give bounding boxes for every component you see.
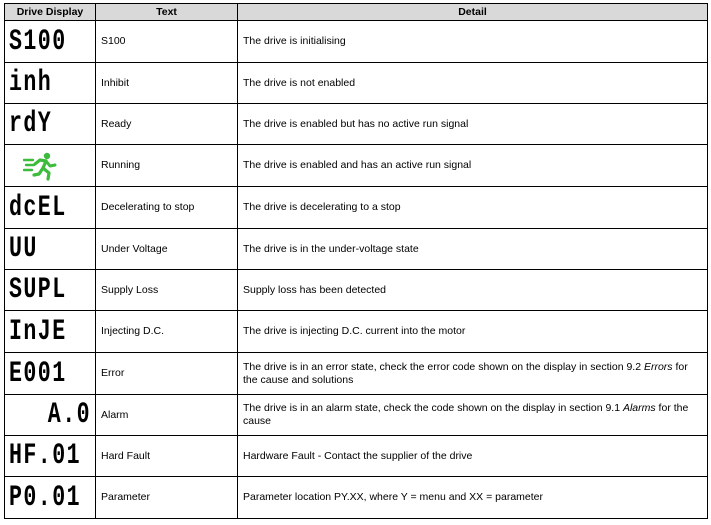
- header-text: Text: [96, 4, 238, 21]
- display-readout: inh: [9, 66, 53, 100]
- text-cell: Alarm: [96, 395, 238, 436]
- text-cell: S100: [96, 21, 238, 63]
- detail-cell: The drive is decelerating to a stop: [238, 187, 708, 229]
- section-reference: Errors: [643, 360, 673, 373]
- table-row: [5, 311, 708, 353]
- text-cell: Decelerating to stop: [96, 187, 238, 229]
- drive-display-cell: [5, 395, 96, 436]
- display-readout: E001: [9, 356, 67, 391]
- detail-cell: The drive is not enabled: [238, 63, 708, 104]
- table-header-row: [5, 4, 708, 21]
- display-readout: SUPL: [9, 273, 67, 307]
- drive-display-cell: [5, 436, 96, 477]
- detail-cell: The drive is initialising: [238, 21, 708, 63]
- running-person-icon: [23, 151, 59, 181]
- text-cell: Parameter: [96, 477, 238, 519]
- display-readout: dcEL: [9, 190, 67, 225]
- display-readout: S100: [9, 24, 67, 59]
- display-readout: rdY: [9, 107, 53, 141]
- table-row: [5, 436, 708, 477]
- drive-display-table: [4, 3, 708, 519]
- drive-display-cell: [5, 270, 96, 311]
- table-row: [5, 104, 708, 145]
- table-row: [5, 145, 708, 187]
- detail-text: The drive is in an alarm state, check the code shown on the display in section 9.1: [243, 402, 623, 414]
- table-row: [5, 229, 708, 270]
- table-row: [5, 353, 708, 395]
- display-readout: A.0: [47, 398, 91, 432]
- detail-cell: The drive is enabled and has an active run signal: [238, 145, 708, 187]
- drive-display-cell: [5, 353, 96, 395]
- table-row: [5, 21, 708, 63]
- text-cell: Supply Loss: [96, 270, 238, 311]
- text-cell: Under Voltage: [96, 229, 238, 270]
- detail-cell: [238, 395, 708, 436]
- text-cell: Injecting D.C.: [96, 311, 238, 353]
- detail-cell: [238, 353, 708, 395]
- section-reference: Alarms: [622, 402, 656, 414]
- drive-display-cell: [5, 21, 96, 63]
- table-row: [5, 270, 708, 311]
- text-cell: Error: [96, 353, 238, 395]
- display-readout: InJE: [9, 314, 67, 349]
- header-detail: Detail: [238, 4, 708, 21]
- detail-text: for the cause and solutions: [243, 360, 688, 386]
- drive-display-cell: [5, 187, 96, 229]
- detail-text: The drive is in an error state, check the error code shown on the display in section 9.2: [243, 360, 644, 373]
- detail-cell: The drive is enabled but has no active run signal: [238, 104, 708, 145]
- table-row: [5, 187, 708, 229]
- text-cell: Hard Fault: [96, 436, 238, 477]
- detail-cell: The drive is in the under-voltage state: [238, 229, 708, 270]
- header-drive-display: Drive Display: [5, 4, 96, 21]
- detail-cell: Parameter location PY.XX, where Y = menu and XX = parameter: [238, 477, 708, 519]
- table-row: [5, 395, 708, 436]
- display-readout: P0.01: [9, 480, 82, 515]
- drive-display-cell: [5, 145, 96, 187]
- detail-cell: Supply loss has been detected: [238, 270, 708, 311]
- table-row: [5, 63, 708, 104]
- text-cell: Ready: [96, 104, 238, 145]
- detail-text: for the cause: [243, 402, 689, 427]
- text-cell: Inhibit: [96, 63, 238, 104]
- drive-display-cell: [5, 477, 96, 519]
- table-row: [5, 477, 708, 519]
- drive-display-cell: [5, 104, 96, 145]
- detail-cell: The drive is injecting D.C. current into the motor: [238, 311, 708, 353]
- display-readout: HF.01: [9, 439, 82, 473]
- drive-display-cell: [5, 311, 96, 353]
- text-cell: Running: [96, 145, 238, 187]
- display-readout: UU: [9, 232, 38, 266]
- detail-cell: Hardware Fault - Contact the supplier of the drive: [238, 436, 708, 477]
- drive-display-cell: [5, 63, 96, 104]
- drive-display-cell: [5, 229, 96, 270]
